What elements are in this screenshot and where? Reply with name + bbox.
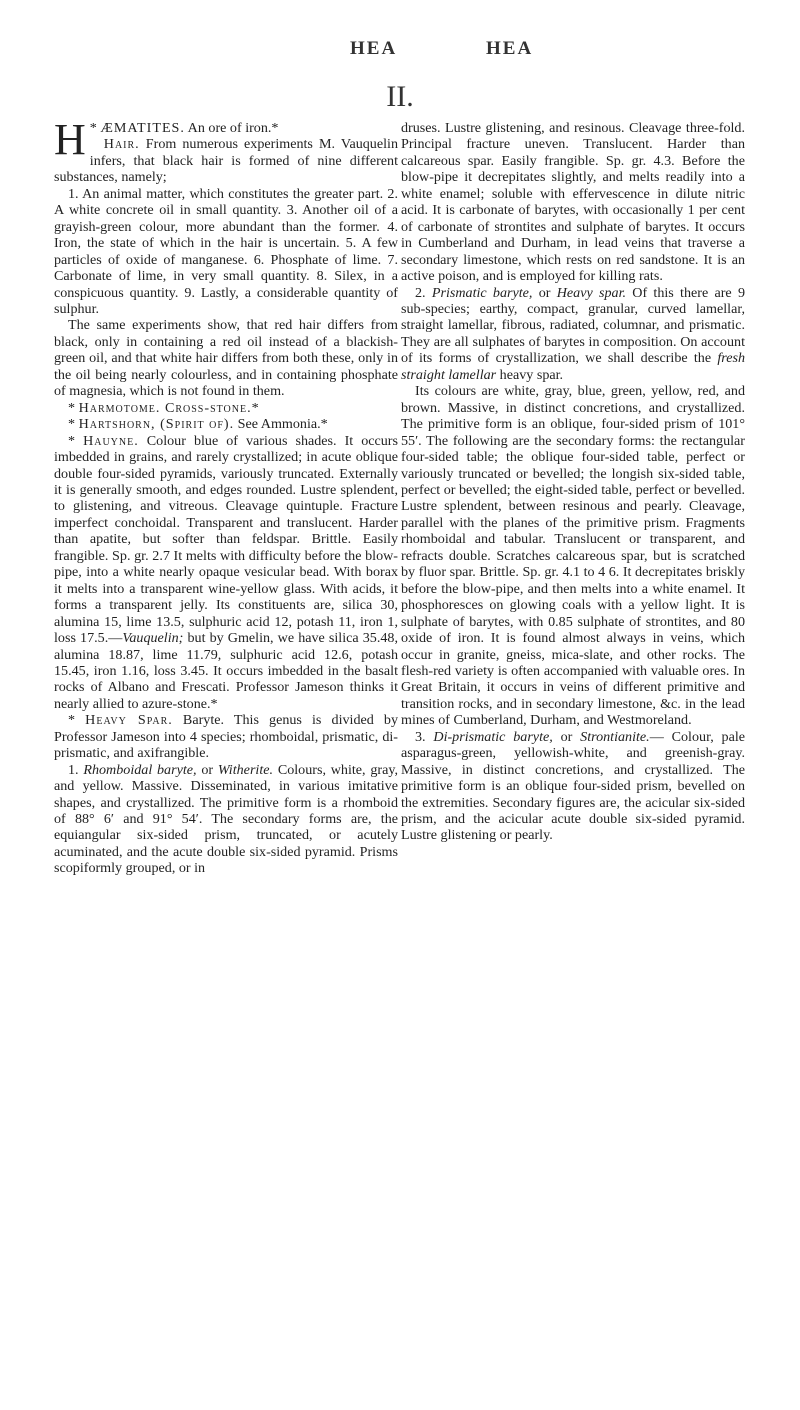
entry-harmotome bbox=[54, 400, 398, 416]
paragraph-text: druses. Lustre glistening, and resinous. Cleavage three-fold. Principal fracture uneven. Translucent. Harder than calcareous spar. Easily frangible. Sp. gr. 4.3. Before the blow-pipe it decrepitates slightly, and melts readily into a white enamel; soluble with effervescence in dilute nitric acid. It is carbonate of barytes, with occasionally 1 per cent of carbonate of strontites and sulphate of barytes. It occurs in Cumberland and Durham, in lead veins that traverse a secondary limestone, which rests on red sandstone. It is an active poison, and is employed for killing rats. bbox=[401, 120, 745, 285]
entry-text: but by Gmelin, we have silica 35.48, alumina 18.87, lime 11.79, sulphuric acid 12.6, potash 15.45, iron 1.16, loss 3.45. It occurs imbedded in the basalt rocks of Albano and Frescati. Professor bbox=[54, 630, 398, 696]
running-head-left: HEA bbox=[350, 38, 398, 59]
entry-headword: Hauyne. bbox=[83, 432, 139, 449]
connector: or bbox=[552, 728, 581, 745]
entry-di-prismatic-baryte bbox=[401, 729, 745, 844]
entry-text: See Ammonia.* bbox=[234, 416, 328, 433]
entry-marker: * bbox=[89, 120, 101, 136]
list-number: 1. bbox=[68, 761, 84, 778]
paragraph-text: The same experiments show, that red hair differs from black, only in containing a red oil instead of a blackish-green oil, and that white hair differs from both these, only in the oil being nearly colourless, and in containing phosphate of magnesia, which is not found in them. bbox=[54, 317, 398, 400]
entry-hartshorn bbox=[54, 416, 398, 432]
right-column bbox=[401, 120, 745, 844]
species-name: Rhomboidal baryte, bbox=[83, 761, 197, 778]
entry-text: Colour blue of various shades. It occurs imbedded in grains, and rarely crystallized; in acute oblique double four-sided pyramids, variously truncated. Externally it is generally smooth, and edges rounded. Lustre splendent, to glistening, and vitreous. Cleavage quintuple. Fracture imperfect conchoidal. Transparent and translucent. Harder than apatite, but softer than feldspar. Brittle. Easily frangible. Sp. gr. 2.7 It melts with difficulty before the blow-pipe, into a white nearly opaque vesicular bead. With borax it melts into a transparent wine-yellow glass. With acids, it forms a transparent jelly. Its constituents are, silica 30, alumina 15, lime 13.5, sulphuric acid 12, potash 11, iron 1, loss 17.5.— bbox=[54, 432, 398, 647]
list-number: 2. bbox=[415, 284, 432, 301]
entry-text: heavy spar. bbox=[496, 366, 564, 383]
entry-heavy-spar bbox=[54, 712, 398, 761]
entry-marker: * bbox=[68, 432, 84, 449]
paragraph-text: 1. An animal matter, which constitutes the greater part. 2. A white concrete oil in small quantity. 3. Another oil of a grayish-green colour, more abundant than the former. 4. Iron, the state of which in the hair is uncertain. 5. A few particles of oxide of manganese. 6. Phosphate of lime. 7. Carbonate of lime, in very small quantity. 8. Silex, in a conspicuous quantity. 9. Lastly, a considerable quantity of sulphur. bbox=[54, 185, 398, 317]
entry-text: Colours, white, gray, and yellow. Massive. Disseminated, in various imitative shapes, and crystallized. The primitive form is a rhomboid of 88° 6′ and 91° 54′. The secondary forms are, the equiangular six-sided prism, truncated, or acutely acuminated, and the acute double six-sided pyramid. Prisms scopiformly grouped, or in bbox=[54, 761, 399, 877]
entry-marker: * bbox=[68, 712, 86, 729]
entry-headword: Hair. bbox=[103, 136, 140, 153]
species-name: Di-prismatic baryte, bbox=[433, 728, 553, 745]
running-head-right: HEA bbox=[486, 38, 534, 59]
entry-headword: Hartshorn, (Spirit of). bbox=[78, 416, 235, 433]
species-name: Prismatic baryte, bbox=[431, 284, 533, 301]
entry-rhomboidal-baryte bbox=[54, 762, 398, 877]
entry-text: Of this there are 9 sub-species; earthy, compact, granular, curved lamellar, straight lamellar, fibrous, radiated, columnar, and prismatic. They are all sulphates of barytes in composition. On account of its forms of crystallization, we shall describe the bbox=[401, 284, 745, 367]
species-alt-name: Witherite. bbox=[217, 761, 274, 778]
entry-headword: ÆMATITES. bbox=[100, 120, 185, 136]
entry-text: From numerous experiments M. Vauquelin infers, that black hair is formed of nine different substances, namely; bbox=[54, 136, 398, 186]
entry-text: Jameson thinks it nearly allied to azure-stone.* bbox=[54, 679, 399, 712]
drop-cap: H bbox=[54, 115, 86, 164]
entry-headword: Heavy Spar. bbox=[85, 712, 173, 729]
entry-hair bbox=[54, 136, 398, 185]
witherite-continued bbox=[401, 120, 745, 285]
paragraph-text: Its colours are white, gray, blue, green, yellow, red, and brown. Massive, in distinct concretions, and crystallized. The primitive form is an oblique, four-sided prism of 101° 55′. The following are the secondary forms: the rectangular four-sided table; the oblique four-sided table, perfect or variously truncated or bevelled; the longish six-sided table, perfect or bevelled; the eight-sided table, perfect or bevelled. Lustre splendent, between resinous and pearly. Cleavage, parallel with the planes of the primitive prism. Fragments rhomboidal and tabular. Translucent or transparent, and refracts double. Scratches calcareous spar, but is scratched by fluor spar. Brittle. Sp. gr. 4.1 to 4 6. It decrepitates briskly before the blow-pipe, and then melts into a white enamel. It phosphoresces on glowing coals with a yellow light. It is sulphate of barytes, with 0.85 sulphate of strontites, and 80 oxide of iron. It is found almost always in veins, which occur in granite, gneiss, mica-slate, and other rocks. The flesh-red variety is often accompanied with valuable ores. In Great Britain, it occurs in veins of different primitive and transition rocks, and in secondary limestone, &c. in the lead mines of Cumberland, Durham, and Westmoreland. bbox=[401, 383, 745, 729]
entry-marker: * bbox=[68, 399, 79, 416]
entry-marker: * bbox=[68, 416, 79, 433]
left-column bbox=[54, 115, 399, 877]
running-head bbox=[0, 38, 800, 64]
entry-text: Baryte. This genus is divided by Professor Jameson into 4 species; rhomboidal, prismatic, di-prismatic, and axifrangible. bbox=[54, 712, 398, 762]
variety-name: fresh straight lamellar bbox=[401, 350, 745, 383]
entry-hauyne bbox=[54, 433, 398, 713]
entry-text: An ore of iron.* bbox=[184, 120, 279, 136]
entry-headword: Harmotome. Cross-stone.* bbox=[78, 399, 260, 416]
hair-comparison bbox=[54, 317, 398, 399]
hair-constituents bbox=[54, 186, 398, 318]
species-alt-name: Heavy spar. bbox=[556, 284, 627, 301]
heavy-spar-description bbox=[401, 383, 745, 729]
page-number: II. bbox=[386, 80, 414, 113]
entry-prismatic-baryte bbox=[401, 285, 745, 384]
author-citation: Vauquelin; bbox=[122, 630, 184, 647]
entry-text: — Colour, pale asparagus-green, yellowish-white, and greenish-gray. Massive, in distinct concretions, and crystallized. The primitive form is an oblique four-sided prism, bevelled on the extremities. Secondary figures are, the acicular six-sided prism, and the acicular acute double six-sided pyramid. Lustre glistening or pearly. bbox=[401, 728, 745, 844]
connector: or bbox=[196, 761, 218, 778]
connector: or bbox=[532, 284, 557, 301]
species-alt-name: Strontianite. bbox=[580, 728, 650, 745]
list-number: 3. bbox=[415, 728, 434, 745]
